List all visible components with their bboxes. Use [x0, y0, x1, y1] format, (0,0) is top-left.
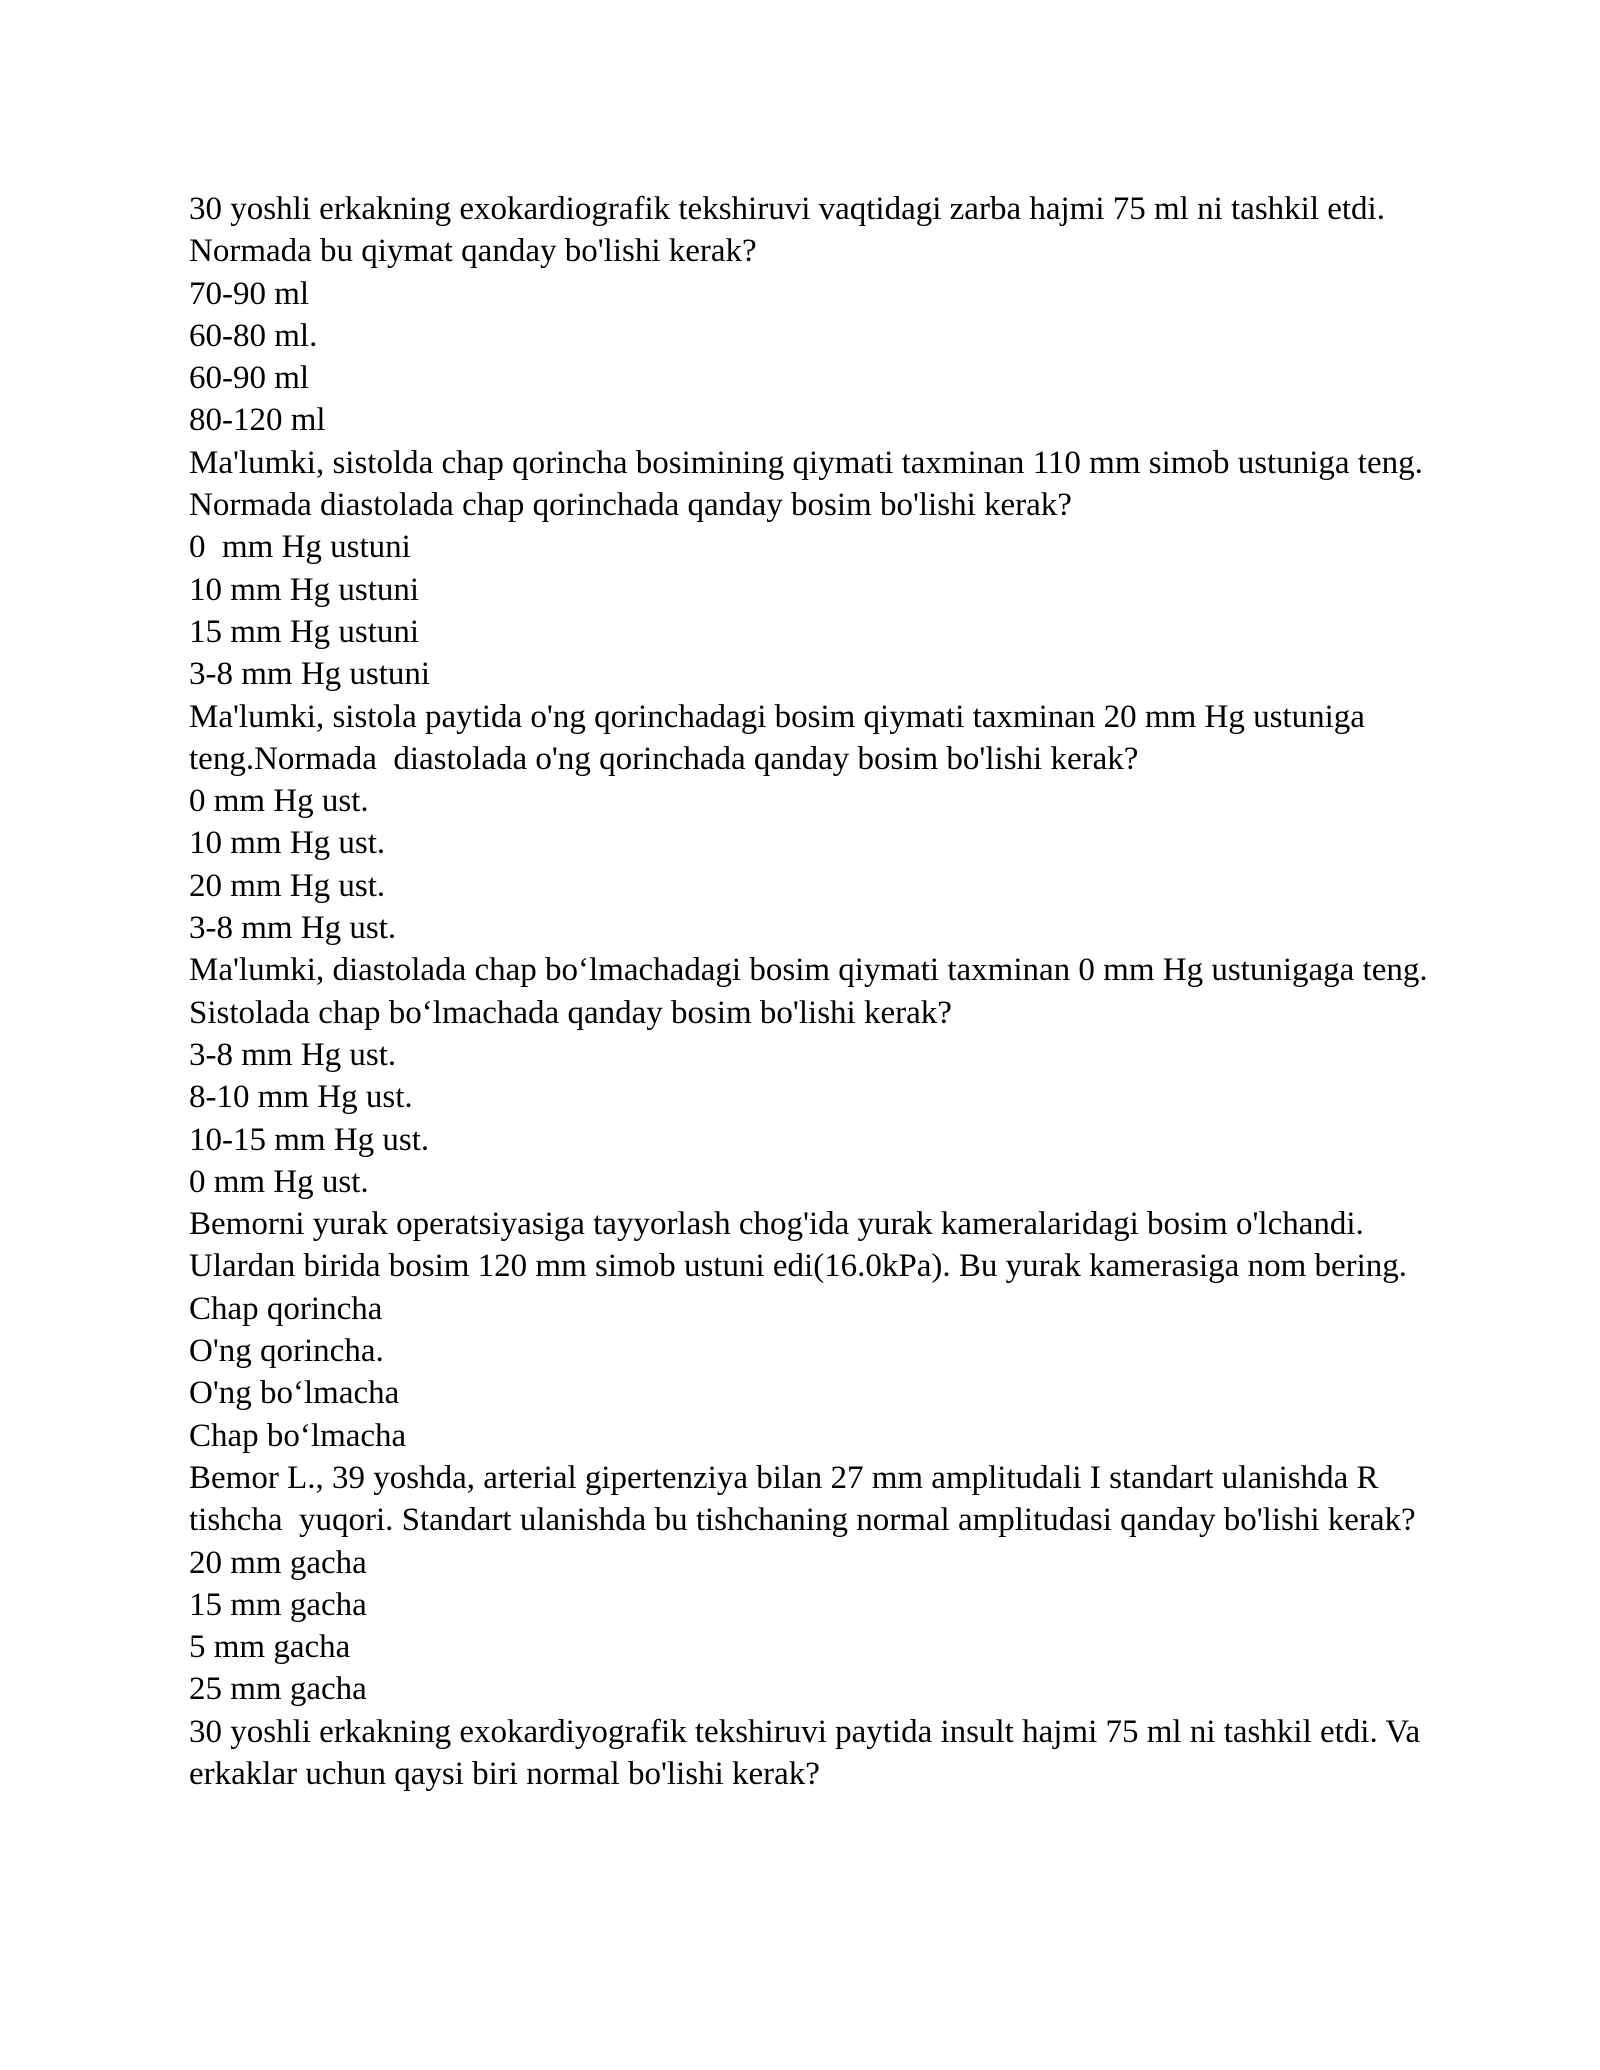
- answer-option: 60-90 ml: [189, 360, 310, 397]
- answer-option: 15 mm Hg ustuni: [189, 613, 420, 650]
- question-text: Ma'lumki, diastolada chap bo‘lmachadagi bosim qiymati taxminan 0 mm Hg ustunigaga teng. Sistolada chap bo‘lmachada qanday bosim bo'lishi kerak?: [189, 952, 1436, 1031]
- answer-option: 3-8 mm Hg ust.: [189, 1036, 397, 1073]
- question-block-1: [189, 188, 1429, 442]
- answer-option: 8-10 mm Hg ust.: [189, 1079, 413, 1116]
- answer-option: 20 mm gacha: [189, 1544, 367, 1581]
- answer-option: 10 mm Hg ustuni: [189, 571, 420, 608]
- answer-option: 15 mm gacha: [189, 1586, 367, 1623]
- answer-option: 80-120 ml: [189, 402, 326, 439]
- question-block-4: [189, 949, 1436, 1203]
- answer-option: O'ng bo‘lmacha: [189, 1375, 400, 1412]
- answer-option: 3-8 mm Hg ustuni: [189, 656, 431, 693]
- answer-option: 25 mm gacha: [189, 1671, 367, 1708]
- answer-option: 60-80 ml.: [189, 317, 318, 354]
- answer-option: 10 mm Hg ust.: [189, 825, 386, 862]
- question-text: Bemor L., 39 yoshda, arterial gipertenziya bilan 27 mm amplitudali I standart ulanishda R tishcha yuqori. Standart ulanishda bu tishchaning normal amplitudasi qanday bo'lishi kerak?: [189, 1459, 1416, 1539]
- answer-option: Chap qorincha: [189, 1290, 383, 1327]
- answer-option: 70-90 ml: [189, 275, 310, 312]
- answer-option: 0 mm Hg ustuni: [189, 529, 411, 566]
- answer-option: 0 mm Hg ust.: [189, 783, 369, 820]
- answer-option: O'ng qorincha.: [189, 1333, 384, 1370]
- question-text: Bemorni yurak operatsiyasiga tayyorlash chog'ida yurak kameralaridagi bosim o'lchandi. Ulardan birida bosim 120 mm simob ustuni edi(16.0kPa). Bu yurak kamerasiga nom bering.: [189, 1206, 1408, 1285]
- question-block-6: [189, 1457, 1429, 1711]
- answer-option: 10-15 mm Hg ust.: [189, 1121, 430, 1158]
- question-block-7: [189, 1711, 1429, 1796]
- answer-option: 3-8 mm Hg ust.: [189, 910, 397, 947]
- question-text: 30 yoshli erkakning exokardiografik tekshiruvi vaqtidagi zarba hajmi 75 ml ni tashkil etdi. Normada bu qiymat qanday bo'lishi kerak?: [189, 191, 1394, 270]
- question-block-2: [189, 442, 1432, 696]
- answer-option: 5 mm gacha: [189, 1629, 351, 1666]
- answer-option: 0 mm Hg ust.: [189, 1163, 369, 1200]
- question-block-5: [189, 1203, 1429, 1457]
- question-text: Ma'lumki, sistola paytida o'ng qorinchadagi bosim qiymati taxminan 20 mm Hg ustuniga teng.Normada diastolada o'ng qorinchada qanday bosim bo'lishi kerak?: [189, 698, 1374, 777]
- answer-option: Chap bo‘lmacha: [189, 1417, 407, 1454]
- question-text: Ma'lumki, sistolda chap qorincha bosimining qiymati taxminan 110 mm simob ustuniga teng. Normada diastolada chap qorinchada qanday bosim bo'lishi kerak?: [189, 444, 1432, 524]
- document-content: [189, 188, 1436, 1795]
- answer-option: 20 mm Hg ust.: [189, 867, 386, 904]
- question-block-3: [189, 696, 1429, 950]
- question-text: 30 yoshli erkakning exokardiyografik tekshiruvi paytida insult hajmi 75 ml ni tashkil etdi. Va erkaklar uchun qaysi biri normal bo'lishi kerak?: [189, 1713, 1429, 1792]
